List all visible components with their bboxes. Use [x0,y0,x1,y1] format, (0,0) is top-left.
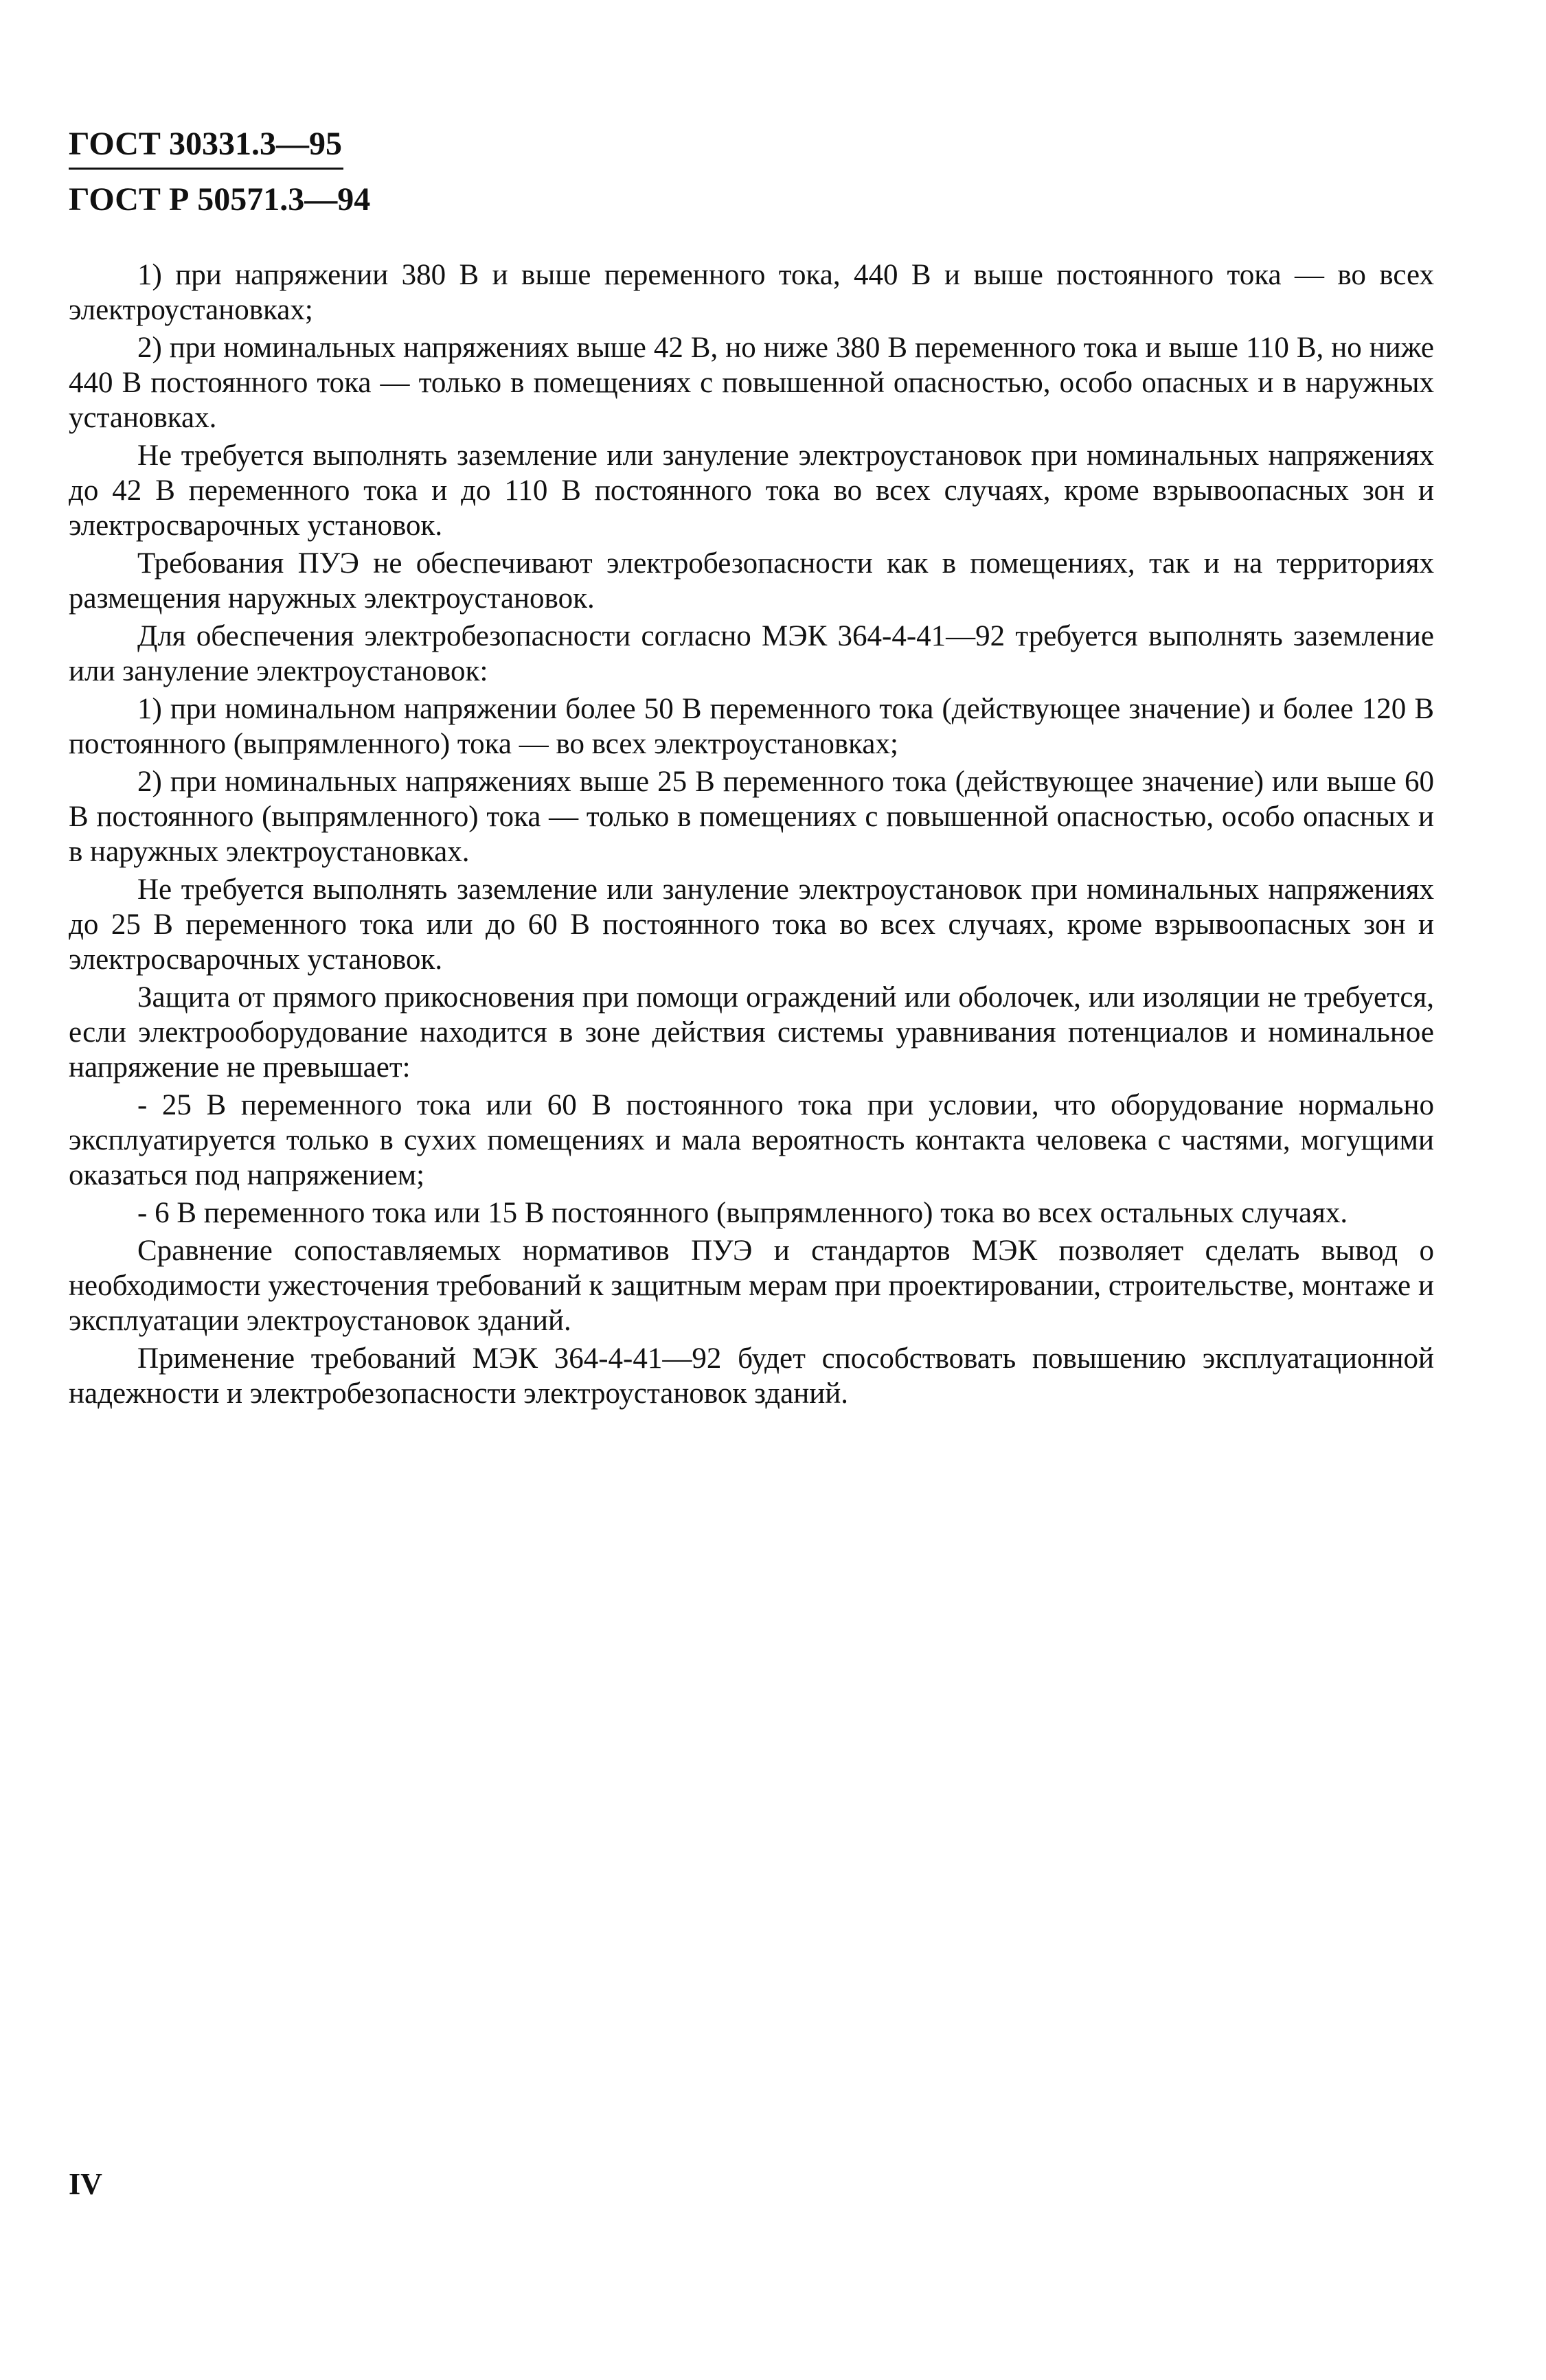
paragraph: Применение требований МЭК 364-4-41—92 будет способствовать повышению эксплуатационной надежности и электробезопасности электроустановок зданий. [69,1342,1434,1410]
document-body [69,258,1434,1414]
paragraph: Не требуется выполнять заземление или зануление электроустановок при номинальных напряжениях до 42 В переменного тока и до 110 В постоянного тока во всех случаях, кроме взрывоопасных зон и электросварочных установок. [69,439,1434,542]
document-header [69,124,371,220]
paragraph-item-2: 2) при номинальных напряжениях выше 25 В переменного тока (действующее значение) или выше 60 В постоянного (выпрямленного) тока — только в помещениях с повышенной опасностью, особо опасных и в наружных электроустановках. [69,766,1434,868]
paragraph-item-2: 2) при номинальных напряжениях выше 42 В, но ниже 380 В переменного тока и выше 110 В, но ниже 440 В постоянного тока — только в помещениях с повышенной опасностью, особо опасных и в наружных установках. [69,332,1434,434]
paragraph-dash-item: - 25 В переменного тока или 60 В постоянного тока при условии, что оборудование нормально эксплуатируется только в сухих помещениях и мала вероятность контакта человека с частями, могущими оказаться под напряжением; [69,1089,1434,1191]
paragraph: Не требуется выполнять заземление или зануление электроустановок при номинальных напряжениях до 25 В переменного тока или до 60 В постоянного тока во всех случаях, кроме взрывоопасных зон и электросварочных установок. [69,873,1434,976]
paragraph-item-1: 1) при напряжении 380 В и выше переменного тока, 440 В и выше постоянного тока — во всех электроустановках; [69,259,1434,326]
paragraph: Сравнение сопоставляемых нормативов ПУЭ и стандартов МЭК позволяет сделать вывод о необходимости ужесточения требований к защитным мерам при проектировании, строительстве, монтаже и эксплуатации электроустановок зданий. [69,1235,1434,1337]
paragraph: Требования ПУЭ не обеспечивают электробезопасности как в помещениях, так и на территориях размещения наружных электроустановок. [69,547,1434,615]
standard-number-gost-r: ГОСТ Р 50571.3—94 [69,181,371,218]
paragraph-item-1: 1) при номинальном напряжении более 50 В переменного тока (действующее значение) и более 120 В постоянного (выпрямленного) тока — во всех электроустановках; [69,693,1434,760]
paragraph: Защита от прямого прикосновения при помощи ограждений или оболочек, или изоляции не требуется, если электрооборудование находится в зоне действия системы уравнивания потенциалов и номинальное напряжение не превышает: [69,981,1434,1084]
standard-number-gost: ГОСТ 30331.3—95 [69,124,343,170]
paragraph: Для обеспечения электробезопасности согласно МЭК 364-4-41—92 требуется выполнять заземление или зануление электроустановок: [69,620,1434,687]
page-number: IV [69,2167,102,2201]
paragraph-dash-item: - 6 В переменного тока или 15 В постоянного (выпрямленного) тока во всех остальных случаях. [137,1197,1348,1229]
